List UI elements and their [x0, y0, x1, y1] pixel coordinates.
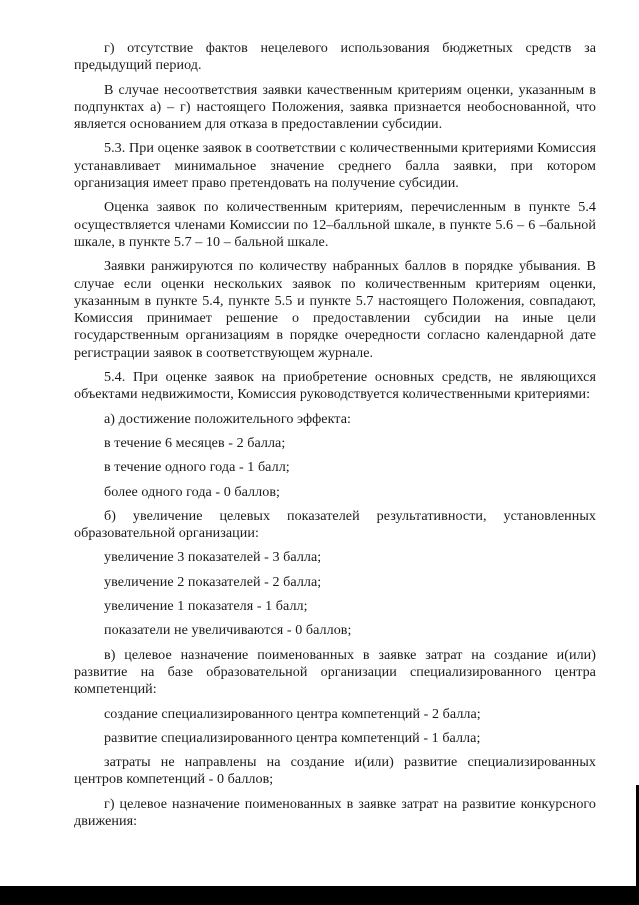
- paragraph-noncompliance: В случае несоответствия заявки качественным критериям оценки, указанным в подпунктах а) – г) настоящего Положения, заявка признается необоснованной, что является основанием для отказа в предоставлении субсидии.: [74, 81, 596, 133]
- paragraph-ranking: Заявки ранжируются по количеству набранных баллов в порядке убывания. В случае если оценки нескольких заявок по количественным критериям оценки, указанным в пункте 5.4, пункте 5.5 и пункте 5.7 настоящего Положения, совпадают, Комиссия принимает решение о предоставлении субсидии на иные цели государственным организациям в порядке очередности согласно календарной дате регистрации заявок в соответствующем журнале.: [74, 258, 596, 361]
- list-item: в течение 6 месяцев - 2 балла;: [104, 434, 286, 451]
- criterion-v-heading: в) целевое назначение поименованных в заявке затрат на создание и(или) развитие на базе образовательной организации специализированного центра компетенций:: [74, 646, 596, 698]
- list-item: увеличение 1 показателя - 1 балл;: [104, 598, 308, 615]
- scan-bottom-edge: [0, 886, 639, 905]
- list-item: увеличение 2 показателей - 2 балла;: [104, 573, 322, 590]
- list-item: развитие специализированного центра компетенций - 1 балла;: [104, 729, 481, 746]
- paragraph-5-4: 5.4. При оценке заявок на приобретение основных средств, не являющихся объектами недвижимости, Комиссия руководствуется количественными критериями:: [74, 369, 596, 403]
- criterion-b-heading: б) увеличение целевых показателей результативности, установленных образовательной организации:: [74, 507, 596, 542]
- paragraph-scoring-scales: Оценка заявок по количественным критериям, перечисленным в пункте 5.4 осуществляется членами Комиссии по 12–балльной шкале, в пункте 5.6 – 6 –бальной шкале, в пункте 5.7 – 10 – бальной шкале.: [74, 199, 596, 250]
- document-body: [74, 40, 596, 837]
- paragraph-5-3: 5.3. При оценке заявок в соответствии с количественными критериями Комиссия устанавливает минимальное значение среднего балла заявки, при котором организация имеет право претендовать на получение субсидии.: [74, 140, 596, 192]
- list-item: в течение одного года - 1 балл;: [104, 459, 290, 476]
- list-item: создание специализированного центра компетенций - 2 балла;: [104, 705, 481, 722]
- paragraph-no-centers: затраты не направлены на создание и(или) развитие специализированных центров компетенций - 0 баллов;: [74, 754, 596, 788]
- criterion-a-heading: а) достижение положительного эффекта:: [104, 410, 351, 427]
- criterion-g-heading: г) целевое назначение поименованных в заявке затрат на развитие конкурсного движения:: [74, 795, 596, 829]
- list-item: увеличение 3 показателей - 3 балла;: [104, 549, 322, 566]
- paragraph-criterion-g: г) отсутствие фактов нецелевого использования бюджетных средств за предыдущий период.: [74, 40, 596, 74]
- list-item: показатели не увеличиваются - 0 баллов;: [104, 622, 352, 639]
- list-item: более одного года - 0 баллов;: [104, 483, 280, 500]
